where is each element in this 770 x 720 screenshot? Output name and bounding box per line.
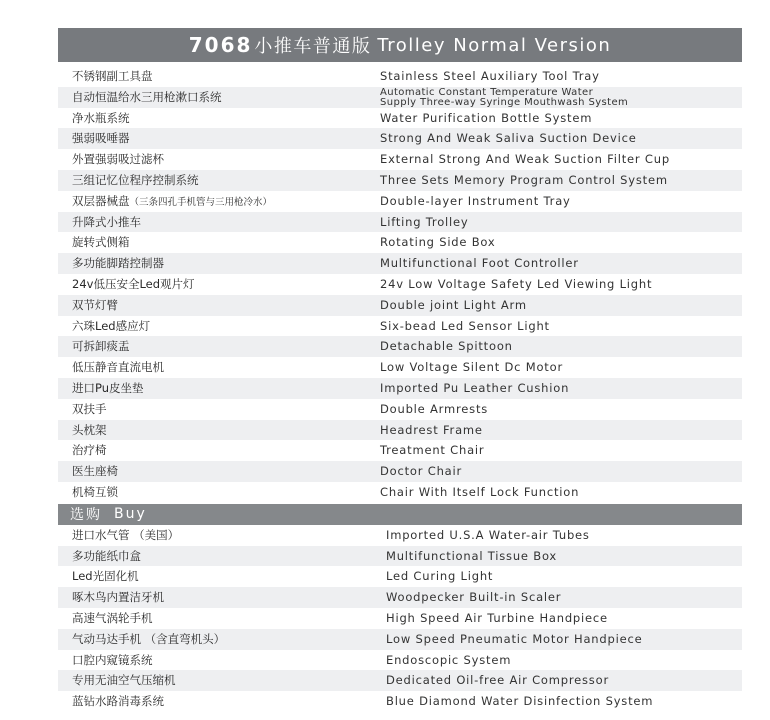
list-item xyxy=(58,149,742,170)
item-en: Dedicated Oil-free Air Compressor xyxy=(386,673,609,688)
item-en: Imported Pu Leather Cushion xyxy=(380,380,570,395)
item-cn: 啄木鸟内置洁牙机 xyxy=(72,590,164,605)
item-en: Woodpecker Built-in Scaler xyxy=(386,590,562,605)
item-cn: 蓝钻水路消毒系统 xyxy=(72,694,164,709)
item-en: Led Curing Light xyxy=(386,569,494,584)
item-cn: 升降式小推车 xyxy=(72,214,141,229)
item-cn: 24v低压安全Led观片灯 xyxy=(72,276,195,291)
item-cn: 进口Pu皮坐垫 xyxy=(72,380,144,395)
list-item xyxy=(58,525,742,546)
item-cn: 多功能纸巾盒 xyxy=(72,548,141,563)
title-cn: 小推车普通版 xyxy=(254,36,372,57)
item-cn: 双扶手 xyxy=(72,401,107,416)
item-cn-main: 双层器械盘 xyxy=(72,193,130,208)
item-en: Double Armrests xyxy=(380,401,489,416)
item-en: Detachable Spittoon xyxy=(380,339,513,354)
item-en: 24v Low Voltage Safety Led Viewing Light xyxy=(380,276,653,291)
item-cn: 低压静音直流电机 xyxy=(72,360,164,375)
list-item xyxy=(58,650,742,671)
list-item xyxy=(58,232,742,253)
list-item xyxy=(58,274,742,295)
item-cn: 气动马达手机 （含直弯机头） xyxy=(72,631,226,646)
item-en: Low Voltage Silent Dc Motor xyxy=(380,360,563,375)
list-item xyxy=(58,212,742,233)
item-en: Low Speed Pneumatic Motor Handpiece xyxy=(386,631,643,646)
list-item xyxy=(58,482,742,503)
list-item xyxy=(58,399,742,420)
item-cn: 强弱吸唾器 xyxy=(72,131,130,146)
item-en-line1: Automatic Constant Temperature Water xyxy=(380,86,594,98)
item-cn xyxy=(72,191,272,214)
item-en: Chair With Itself Lock Function xyxy=(380,484,580,499)
item-cn: 专用无油空气压缩机 xyxy=(72,673,176,688)
standard-list xyxy=(58,66,742,503)
optional-list xyxy=(58,525,742,712)
item-cn: 净水瓶系统 xyxy=(72,110,130,125)
list-item xyxy=(58,461,742,482)
list-item xyxy=(58,587,742,608)
item-en: Stainless Steel Auxiliary Tool Tray xyxy=(380,69,600,83)
item-cn: Led光固化机 xyxy=(72,569,139,584)
model-number: 7068 xyxy=(188,33,253,57)
spec-sheet xyxy=(58,28,742,712)
list-item xyxy=(58,378,742,399)
list-item xyxy=(58,295,742,316)
item-cn: 可拆卸痰盂 xyxy=(72,339,130,354)
item-cn: 双节灯臂 xyxy=(72,297,118,312)
title-en: Trolley Normal Version xyxy=(377,34,612,56)
item-cn: 不锈钢副工具盘 xyxy=(72,69,153,83)
list-item xyxy=(58,66,742,87)
item-cn: 旋转式侧箱 xyxy=(72,235,130,250)
item-en: Imported U.S.A Water-air Tubes xyxy=(386,527,590,542)
list-item xyxy=(58,128,742,149)
list-item xyxy=(58,191,742,212)
item-cn: 六珠Led感应灯 xyxy=(72,318,151,333)
list-item xyxy=(58,108,742,129)
list-item xyxy=(58,253,742,274)
item-cn: 头枕架 xyxy=(72,422,107,437)
list-item xyxy=(58,546,742,567)
item-en: Double-layer Instrument Tray xyxy=(380,193,571,208)
list-item xyxy=(58,336,742,357)
list-item xyxy=(58,566,742,587)
list-item xyxy=(58,629,742,650)
item-cn: 机椅互锁 xyxy=(72,484,118,499)
list-item xyxy=(58,420,742,441)
item-en: Headrest Frame xyxy=(380,422,483,437)
item-en: Three Sets Memory Program Control System xyxy=(380,172,668,187)
list-item xyxy=(58,670,742,691)
item-en: Six-bead Led Sensor Light xyxy=(380,318,550,333)
item-cn: 进口水气管 （美国） xyxy=(72,527,180,542)
item-en: External Strong And Weak Suction Filter Cup xyxy=(380,152,670,167)
list-item xyxy=(58,357,742,378)
item-cn: 多功能脚踏控制器 xyxy=(72,256,164,271)
item-cn: 口腔内窥镜系统 xyxy=(72,652,153,667)
list-item xyxy=(58,440,742,461)
item-cn: 三组记忆位程序控制系统 xyxy=(72,172,199,187)
item-cn: 高速气涡轮手机 xyxy=(72,610,153,625)
item-en: Blue Diamond Water Disinfection System xyxy=(386,694,654,709)
item-en: Lifting Trolley xyxy=(380,214,469,229)
item-en: Treatment Chair xyxy=(380,443,485,458)
item-en: Water Purification Bottle System xyxy=(380,110,593,125)
item-en: Multifunctional Foot Controller xyxy=(380,256,579,271)
section-heading-en: Buy xyxy=(114,506,147,523)
list-item xyxy=(58,316,742,337)
list-item xyxy=(58,170,742,191)
list-item xyxy=(58,691,742,712)
item-cn: 医生座椅 xyxy=(72,464,118,479)
item-en-line2: Supply Three-way Syringe Mouthwash System xyxy=(380,96,629,108)
list-item xyxy=(58,608,742,629)
list-item xyxy=(58,87,742,108)
page-title xyxy=(58,28,742,62)
item-en: Endoscopic System xyxy=(386,652,512,667)
item-cn: 治疗椅 xyxy=(72,443,107,458)
item-cn: 外置强弱吸过滤杯 xyxy=(72,152,164,167)
item-en: Double joint Light Arm xyxy=(380,297,527,312)
item-en: Multifunctional Tissue Box xyxy=(386,548,558,563)
section-heading-cn: 选购 xyxy=(70,507,102,524)
item-en xyxy=(380,88,628,108)
item-en: Strong And Weak Saliva Suction Device xyxy=(380,131,637,146)
item-en: Rotating Side Box xyxy=(380,235,496,250)
item-cn: 自动恒温给水三用枪漱口系统 xyxy=(72,89,222,104)
section-heading-buy xyxy=(58,504,742,525)
item-cn-note: （三条四孔手机管与三用枪冷水） xyxy=(129,196,273,208)
item-en: Doctor Chair xyxy=(380,464,463,479)
item-en: High Speed Air Turbine Handpiece xyxy=(386,610,608,625)
